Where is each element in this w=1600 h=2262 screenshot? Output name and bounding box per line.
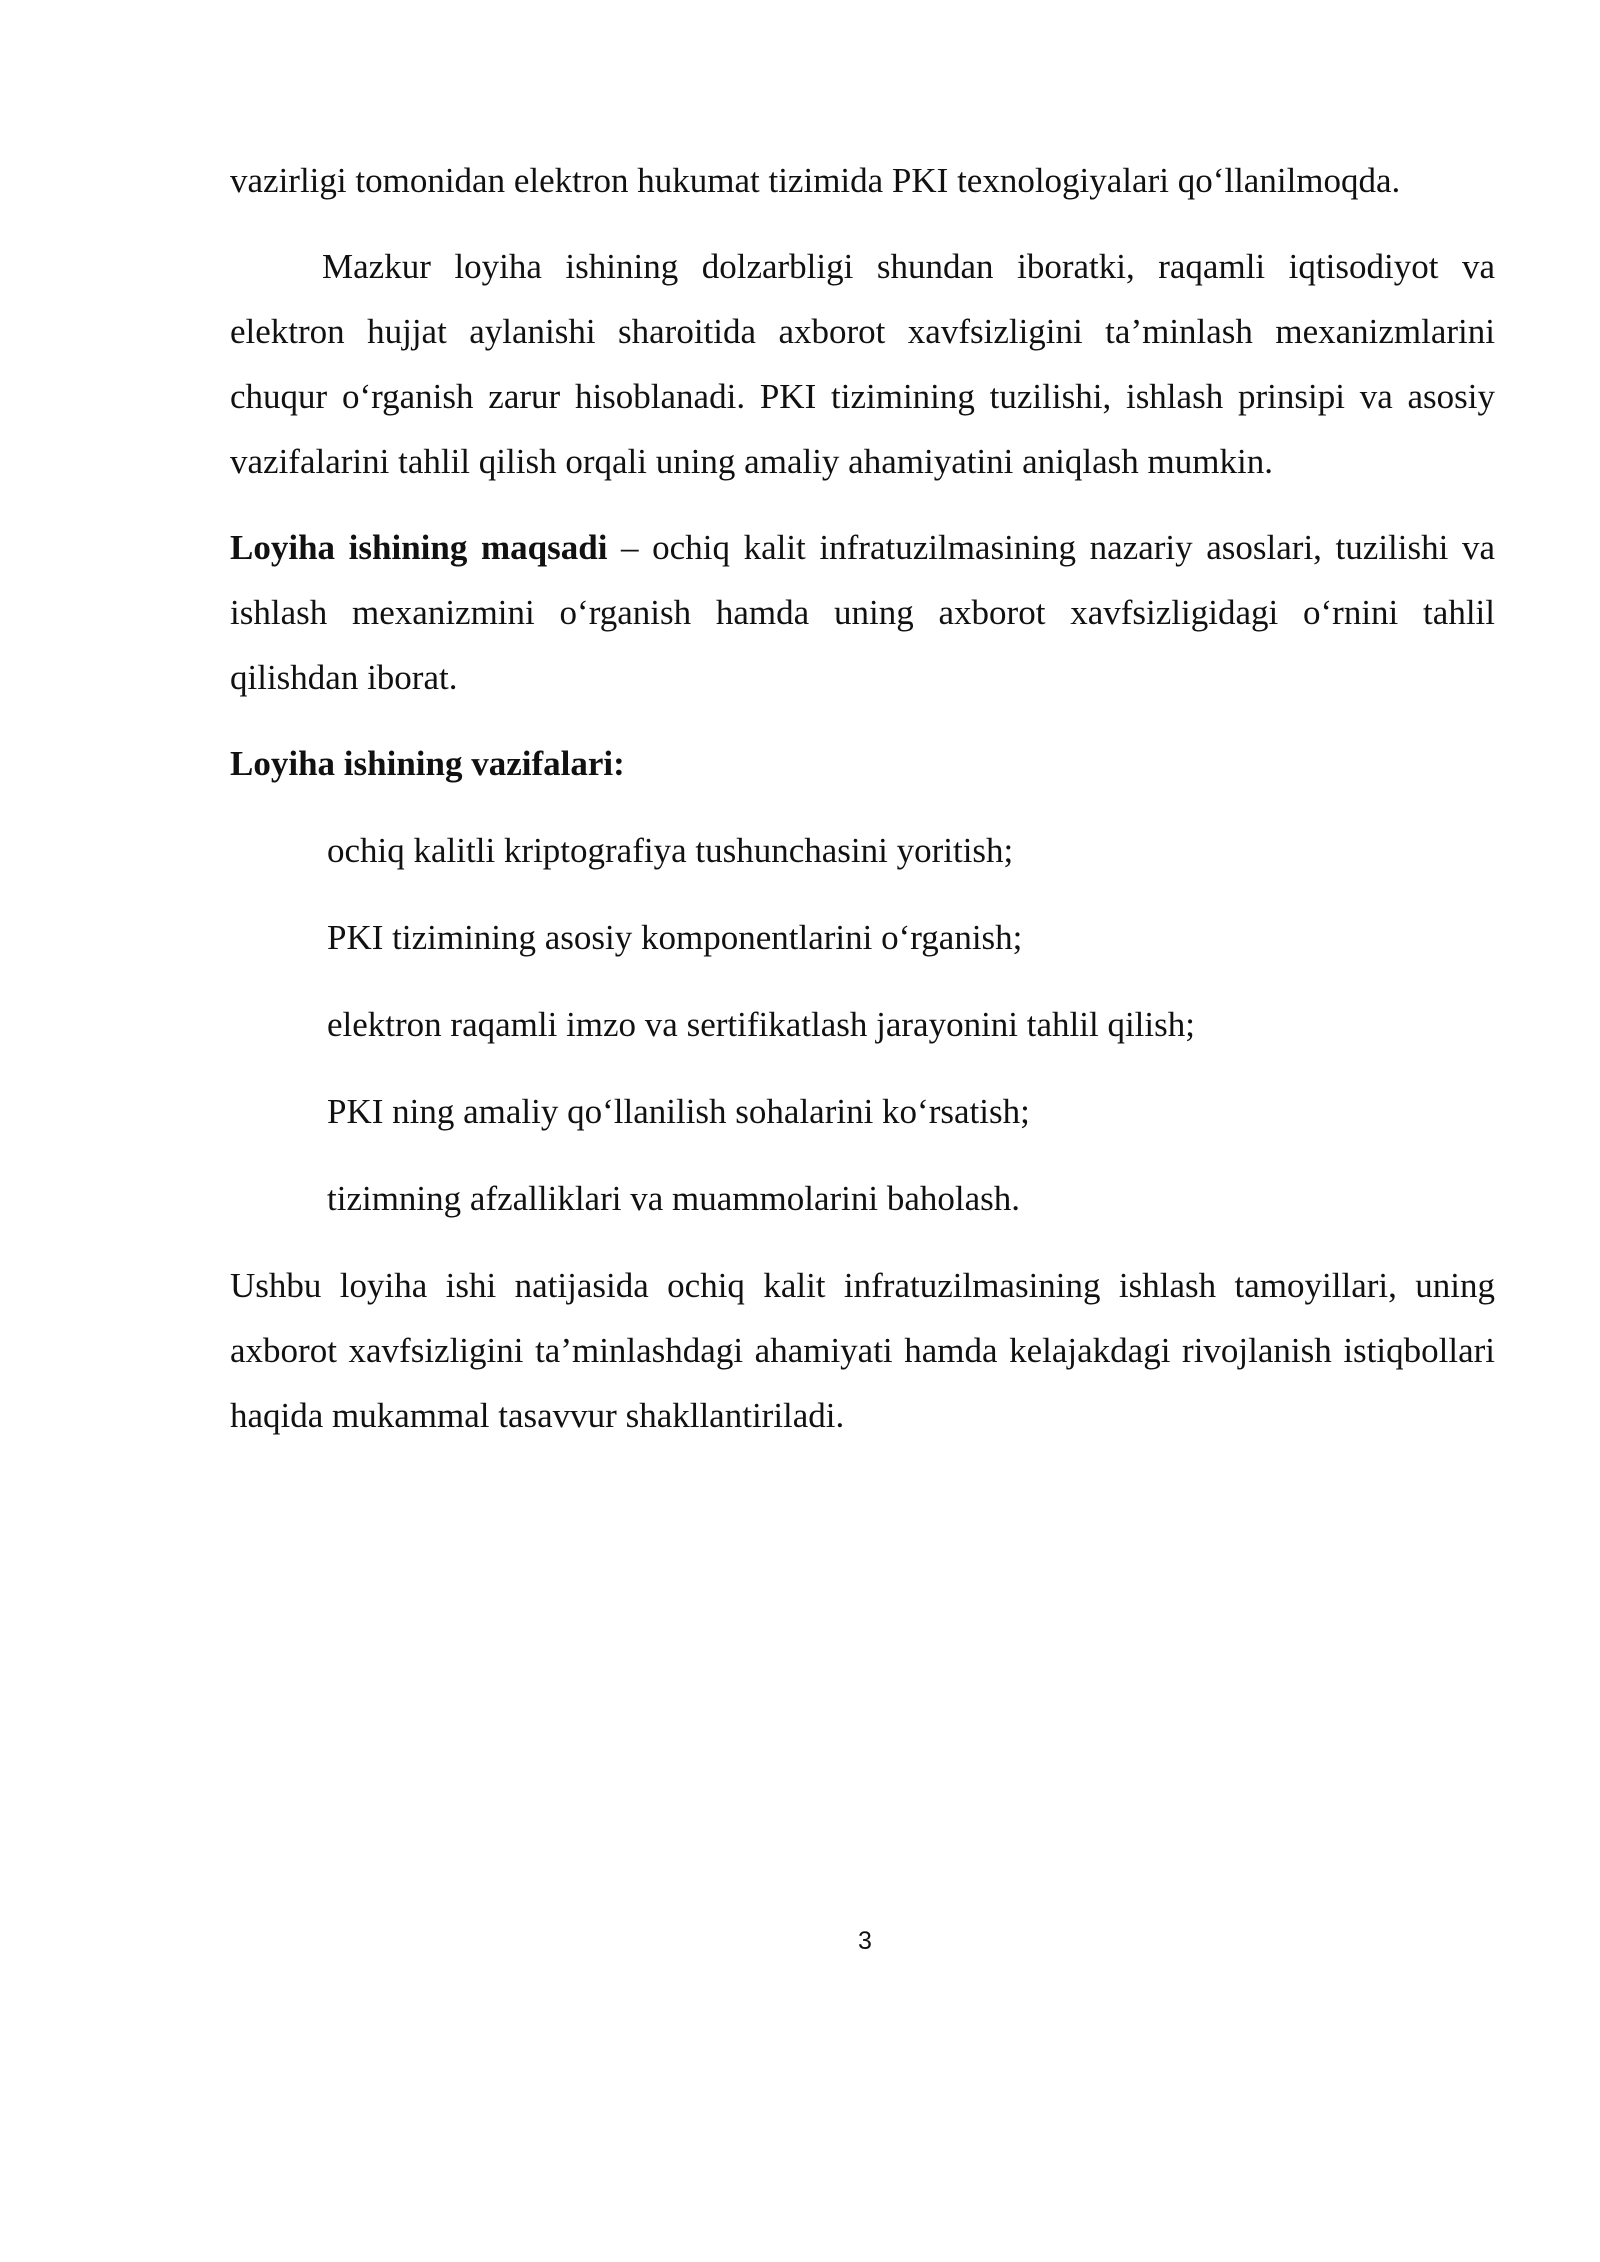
- task-item: PKI tizimining asosiy komponentlarini o‘rganish;: [327, 918, 1023, 957]
- paragraph-conclusion: Ushbu loyiha ishi natijasida ochiq kalit infratuzilmasining ishlash tamoyillari, uning axborot xavfsizligini ta’minlashdagi ahamiyati hamda kelajakdagi rivojlanish istiqbollari haqida mukammal tasavvur shakllantiriladi.: [230, 1266, 1495, 1435]
- tasks-heading: Loyiha ishining vazifalari:: [230, 744, 625, 783]
- task-item: ochiq kalitli kriptografiya tushunchasini yoritish;: [327, 831, 1014, 870]
- task-item: elektron raqamli imzo va sertifikatlash jarayonini tahlil qilish;: [327, 1005, 1195, 1044]
- paragraph-goal: [230, 515, 1495, 710]
- task-item: PKI ning amaliy qo‘llanilish sohalarini ko‘rsatish;: [327, 1092, 1030, 1131]
- paragraph-relevance: Mazkur loyiha ishining dolzarbligi shundan iboratki, raqamli iqtisodiyot va elektron hujjat aylanishi sharoitida axborot xavfsizligini ta’minlash mexanizmlarini chuqur o‘rganish zarur hisoblanadi. PKI tizimining tuzilishi, ishlash prinsipi va asosiy vazifalarini tahlil qilish orqali uning amaliy ahamiyatini aniqlash mumkin.: [230, 247, 1495, 481]
- goal-label: Loyiha ishining maqsadi: [230, 528, 608, 567]
- page-number: 3: [858, 1927, 872, 1955]
- task-item: tizimning afzalliklari va muammolarini baholash.: [327, 1179, 1020, 1218]
- paragraph-continuation: vazirligi tomonidan elektron hukumat tizimida PKI texnologiyalari qo‘llanilmoqda.: [230, 161, 1401, 200]
- tasks-list: [230, 818, 1495, 1231]
- goal-text: – ochiq kalit infratuzilmasining nazariy asoslari, tuzilishi va ishlash mexanizmini o‘rganish hamda uning axborot xavfsizligidagi o‘rnini tahlil qilishdan iborat.: [230, 528, 1495, 697]
- page-body: [230, 148, 1495, 1469]
